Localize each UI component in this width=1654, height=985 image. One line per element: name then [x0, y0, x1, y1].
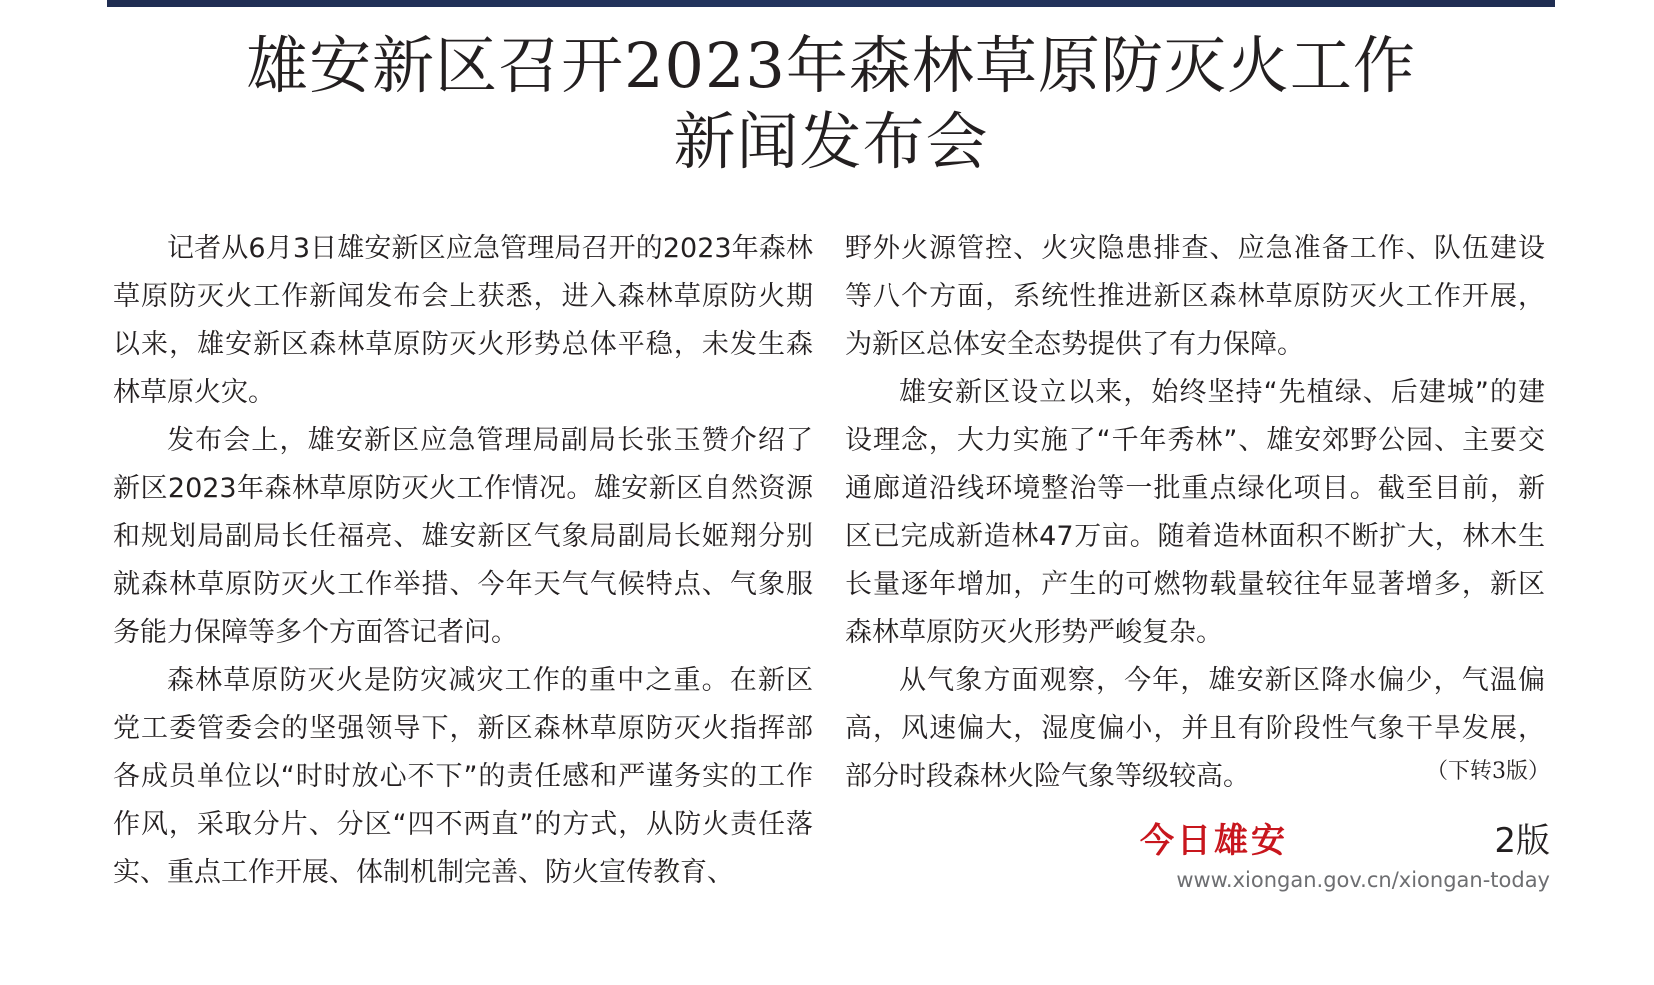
paragraph-3-continued: 野外火源管控、火灾隐患排查、应急准备工作、队伍建设等八个方面，系统性推进新区森林草原防灭火工作开展，为新区总体安全态势提供了有力保障。 — [845, 233, 1545, 360]
article-left-column — [113, 225, 813, 897]
headline-line-2: 新闻发布会 — [673, 105, 989, 178]
paragraph-3: 森林草原防灭火是防灾减灾工作的重中之重。在新区党工委管委会的坚强领导下，新区森林草原防灭火指挥部各成员单位以“时时放心不下”的责任感和严谨务实的工作作风，采取分片、分区“四不两直”的方式，从防火责任落实、重点工作开展、体制机制完善、防火宣传教育、 — [113, 665, 813, 888]
headline — [107, 28, 1555, 180]
brand-logo: 今日雄安 — [1140, 821, 1288, 861]
top-rule — [107, 0, 1555, 7]
paragraph-2: 发布会上，雄安新区应急管理局副局长张玉赞介绍了新区2023年森林草原防灭火工作情况。雄安新区自然资源和规划局副局长任福亮、雄安新区气象局副局长姬翔分别就森林草原防灭火工作举措、今年天气气候特点、气象服务能力保障等多个方面答记者问。 — [113, 425, 813, 648]
paragraph-4: 雄安新区设立以来，始终坚持“先植绿、后建城”的建设理念，大力实施了“千年秀林”、雄安郊野公园、主要交通廊道沿线环境整治等一批重点绿化项目。截至目前，新区已完成新造林47万亩。随着造林面积不断扩大，林木生长量逐年增加，产生的可燃物载量较往年显著增多，新区森林草原防灭火形势严峻复杂。 — [845, 377, 1545, 648]
continued-on-page-note: （下转3版） — [1426, 759, 1550, 784]
article-right-column — [845, 225, 1545, 801]
paragraph-1: 记者从6月3日雄安新区应急管理局召开的2023年森林草原防灭火工作新闻发布会上获悉，进入森林草原防火期以来，雄安新区森林草原防灭火形势总体平稳，未发生森林草原火灾。 — [113, 233, 813, 408]
paragraph-5: 从气象方面观察，今年，雄安新区降水偏少，气温偏高，风速偏大，湿度偏小，并且有阶段性气象干旱发展，部分时段森林火险气象等级较高。 — [845, 665, 1545, 792]
page-number: 2版 — [1494, 821, 1550, 861]
headline-line-1: 雄安新区召开2023年森林草原防灭火工作 — [246, 29, 1416, 102]
site-url: www.xiongan.gov.cn/xiongan-today — [1176, 868, 1550, 892]
